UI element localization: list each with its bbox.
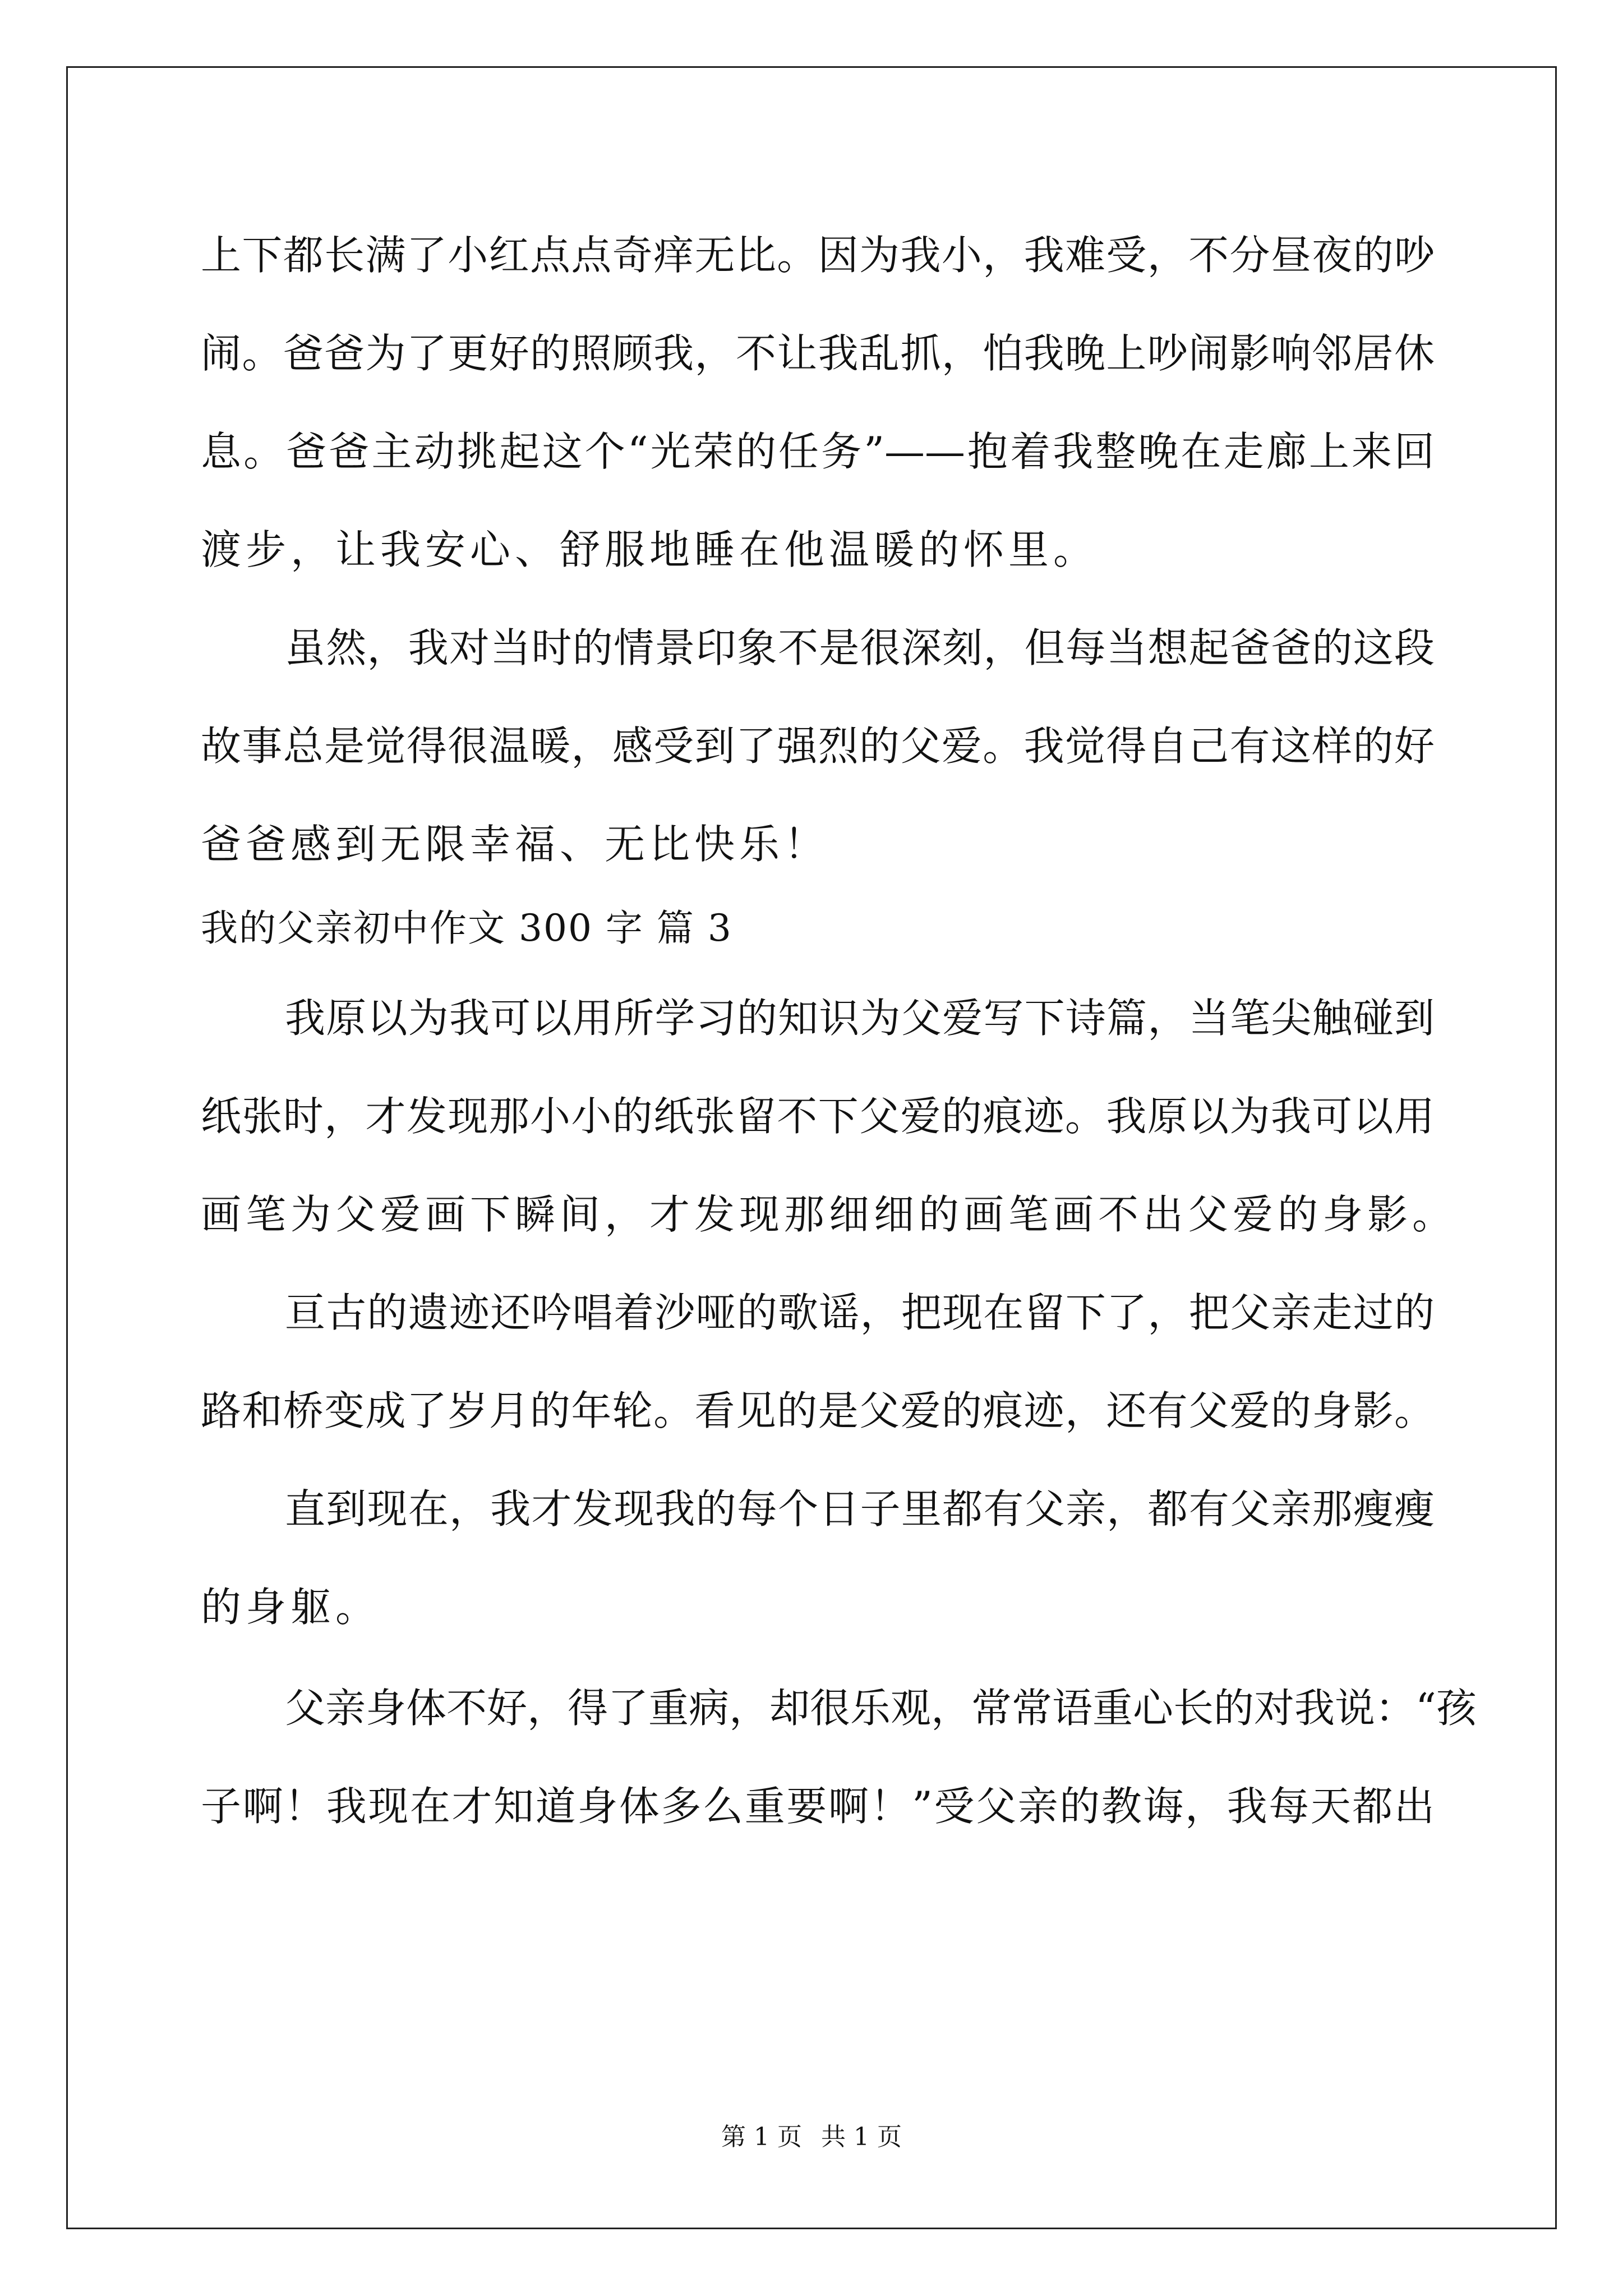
text-line: 画笔为父爱画下瞬间，才发现那细细的画笔画不出父爱的身影。 bbox=[201, 1191, 1458, 1238]
paragraph-start-line: 虽然，我对当时的情景印象不是很深刻，但每当想起爸爸的这段 bbox=[285, 624, 1435, 671]
text-line: 的身躯。 bbox=[201, 1584, 381, 1631]
section-heading: 我的父亲初中作文 300 字 篇 3 bbox=[201, 907, 732, 950]
text-line: 纸张时，才发现那小小的纸张留不下父爱的痕迹。我原以为我可以用 bbox=[201, 1093, 1435, 1140]
text-line: 爸爸感到无限幸福、无比快乐！ bbox=[201, 821, 829, 868]
text-line: 闹。爸爸为了更好的照顾我，不让我乱抓，怕我晚上吵闹影响邻居休 bbox=[201, 330, 1435, 377]
text-line: 故事总是觉得很温暖，感受到了强烈的父爱。我觉得自己有这样的好 bbox=[201, 723, 1435, 770]
paragraph-start-line: 直到现在，我才发现我的每个日子里都有父亲，都有父亲那瘦瘦 bbox=[285, 1485, 1435, 1533]
text-line: 息。爸爸主动挑起这个“光荣的任务”——抱着我整晚在走廊上来回 bbox=[201, 428, 1435, 475]
page-total: 共 1 页 bbox=[821, 2123, 902, 2151]
paragraph-start-line: 亘古的遗迹还吟唱着沙哑的歌谣，把现在留下了，把父亲走过的 bbox=[285, 1289, 1435, 1336]
text-line: 子啊！我现在才知道身体多么重要啊！”受父亲的教诲，我每天都出 bbox=[201, 1783, 1435, 1830]
text-line: 路和桥变成了岁月的年轮。看见的是父爱的痕迹，还有父爱的身影。 bbox=[201, 1387, 1435, 1434]
text-line: 渡步，让我安心、舒服地睡在他温暖的怀里。 bbox=[201, 526, 1099, 573]
text-line: 上下都长满了小红点点奇痒无比。因为我小，我难受，不分昼夜的吵 bbox=[201, 232, 1435, 279]
page-footer bbox=[0, 2120, 1623, 2154]
paragraph-start-line: 我原以为我可以用所学习的知识为父爱写下诗篇，当笔尖触碰到 bbox=[285, 995, 1435, 1042]
page-number: 第 1 页 bbox=[721, 2123, 802, 2151]
paragraph-start-line: 父亲身体不好，得了重病，却很乐观，常常语重心长的对我说：“孩 bbox=[285, 1685, 1477, 1732]
